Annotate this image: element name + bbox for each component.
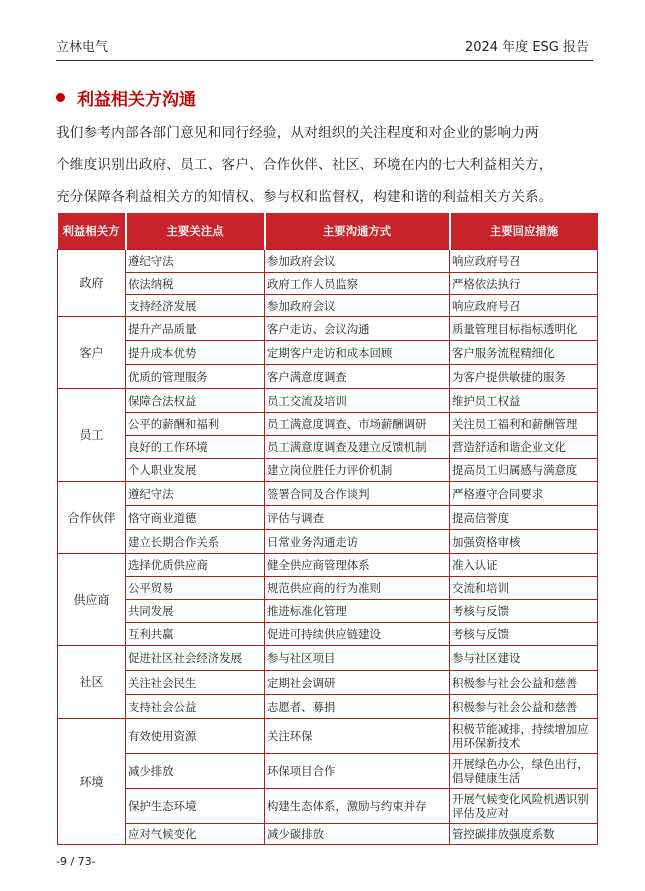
channel-cell: 参加政府会议 [265, 295, 450, 317]
focus-cell: 关注社会民生 [126, 671, 265, 695]
channel-cell: 参与社区项目 [265, 646, 450, 671]
intro-line: 个维度识别出政府、员工、客户、合作伙伴、社区、环境在内的七大利益相关方， [56, 157, 553, 173]
stakeholder-name: 供应商 [58, 554, 126, 646]
focus-cell: 互利共赢 [126, 623, 265, 646]
column-header: 主要关注点 [126, 213, 265, 250]
channel-cell: 员工交流及培训 [265, 389, 450, 413]
bullet-icon [56, 93, 65, 102]
table-row [58, 389, 598, 413]
focus-cell: 减少排放 [126, 754, 265, 789]
channel-cell: 员工满意度调查及建立反馈机制 [265, 436, 450, 459]
response-cell: 响应政府号召 [450, 295, 598, 317]
table-row [58, 413, 598, 436]
stakeholder-name: 社区 [58, 646, 126, 719]
table-row [58, 646, 598, 671]
response-cell: 营造舒适和谐企业文化 [450, 436, 598, 459]
page-number: -9 / 73- [56, 855, 96, 868]
channel-cell: 健全供应商管理体系 [265, 554, 450, 577]
table-row [58, 554, 598, 577]
intro-line: 充分保障各利益相关方的知情权、参与权和监督权，构建和谐的利益相关方关系。 [56, 189, 553, 205]
table-row [58, 824, 598, 845]
focus-cell: 共同发展 [126, 600, 265, 623]
channel-cell: 员工满意度调查、市场薪酬调研 [265, 413, 450, 436]
focus-cell: 应对气候变化 [126, 824, 265, 845]
channel-cell: 评估与调查 [265, 506, 450, 530]
response-cell: 开展绿色办公，绿色出行，倡导健康生活 [450, 754, 598, 789]
response-cell: 加强资格审核 [450, 530, 598, 554]
table-row [58, 365, 598, 389]
channel-cell: 定期客户走访和成本回顾 [265, 341, 450, 365]
stakeholder-name: 环境 [58, 719, 126, 845]
response-cell: 考核与反馈 [450, 600, 598, 623]
focus-cell: 选择优质供应商 [126, 554, 265, 577]
table-row [58, 482, 598, 506]
stakeholder-name: 政府 [58, 250, 126, 317]
focus-cell: 个人职业发展 [126, 459, 265, 482]
channel-cell: 促进可持续供应链建设 [265, 623, 450, 646]
table-header-row [58, 213, 598, 250]
channel-cell: 定期社会调研 [265, 671, 450, 695]
company-name: 立林电气 [56, 40, 109, 55]
focus-cell: 优质的管理服务 [126, 365, 265, 389]
response-cell: 为客户提供敏捷的服务 [450, 365, 598, 389]
stakeholder-table [57, 213, 598, 845]
header-divider [56, 60, 593, 61]
channel-cell: 客户满意度调查 [265, 365, 450, 389]
table-row [58, 530, 598, 554]
focus-cell: 有效使用资源 [126, 719, 265, 754]
response-cell: 严格遵守合同要求 [450, 482, 598, 506]
response-cell: 准入认证 [450, 554, 598, 577]
channel-cell: 客户走访、会议沟通 [265, 317, 450, 341]
channel-cell: 日常业务沟通走访 [265, 530, 450, 554]
focus-cell: 保障合法权益 [126, 389, 265, 413]
response-cell: 关注员工福利和薪酬管理 [450, 413, 598, 436]
channel-cell: 环保项目合作 [265, 754, 450, 789]
focus-cell: 保护生态环境 [126, 789, 265, 824]
focus-cell: 恪守商业道德 [126, 506, 265, 530]
column-header: 主要回应措施 [450, 213, 598, 250]
channel-cell: 志愿者、募捐 [265, 695, 450, 719]
channel-cell: 减少碳排放 [265, 824, 450, 845]
channel-cell: 构建生态体系，激励与约束并存 [265, 789, 450, 824]
stakeholder-name: 员工 [58, 389, 126, 482]
focus-cell: 公平的薪酬和福利 [126, 413, 265, 436]
channel-cell: 参加政府会议 [265, 250, 450, 273]
table-row [58, 600, 598, 623]
report-title: 2024 年度 ESG 报告 [464, 40, 589, 55]
table-row [58, 789, 598, 824]
channel-cell: 规范供应商的行为准则 [265, 577, 450, 600]
response-cell: 参与社区建设 [450, 646, 598, 671]
table-row [58, 250, 598, 273]
response-cell: 交流和培训 [450, 577, 598, 600]
channel-cell: 签署合同及合作谈判 [265, 482, 450, 506]
focus-cell: 遵纪守法 [126, 250, 265, 273]
focus-cell: 公平贸易 [126, 577, 265, 600]
channel-cell: 建立岗位胜任力评价机制 [265, 459, 450, 482]
table-row [58, 273, 598, 295]
channel-cell: 关注环保 [265, 719, 450, 754]
table-row [58, 695, 598, 719]
table-row [58, 623, 598, 646]
response-cell: 提高员工归属感与满意度 [450, 459, 598, 482]
response-cell: 管控碳排放强度系数 [450, 824, 598, 845]
response-cell: 严格依法执行 [450, 273, 598, 295]
channel-cell: 推进标准化管理 [265, 600, 450, 623]
response-cell: 积极参与社会公益和慈善 [450, 695, 598, 719]
table-row [58, 459, 598, 482]
response-cell: 提高信誉度 [450, 506, 598, 530]
focus-cell: 建立长期合作关系 [126, 530, 265, 554]
response-cell: 积极参与社会公益和慈善 [450, 671, 598, 695]
response-cell: 维护员工权益 [450, 389, 598, 413]
stakeholder-name: 合作伙伴 [58, 482, 126, 554]
table-row [58, 317, 598, 341]
focus-cell: 提升成本优势 [126, 341, 265, 365]
stakeholder-name: 客户 [58, 317, 126, 389]
focus-cell: 提升产品质量 [126, 317, 265, 341]
response-cell: 积极节能减排，持续增加应用环保新技术 [450, 719, 598, 754]
column-header: 主要沟通方式 [265, 213, 450, 250]
table-row [58, 754, 598, 789]
section-title: 利益相关方沟通 [77, 90, 196, 110]
table-body [58, 250, 598, 845]
focus-cell: 促进社区社会经济发展 [126, 646, 265, 671]
column-header: 利益相关方 [58, 213, 126, 250]
focus-cell: 良好的工作环境 [126, 436, 265, 459]
focus-cell: 支持经济发展 [126, 295, 265, 317]
table-row [58, 506, 598, 530]
section-heading [56, 85, 196, 110]
response-cell: 考核与反馈 [450, 623, 598, 646]
focus-cell: 遵纪守法 [126, 482, 265, 506]
table-row [58, 577, 598, 600]
channel-cell: 政府工作人员监察 [265, 273, 450, 295]
response-cell: 响应政府号召 [450, 250, 598, 273]
response-cell: 质量管理目标指标透明化 [450, 317, 598, 341]
intro-line: 我们参考内部各部门意见和同行经验，从对组织的关注程度和对企业的影响力两 [56, 125, 539, 141]
focus-cell: 支持社会公益 [126, 695, 265, 719]
response-cell: 客户服务流程精细化 [450, 341, 598, 365]
table-row [58, 341, 598, 365]
table-row [58, 436, 598, 459]
table-row [58, 719, 598, 754]
intro-paragraph [56, 117, 604, 213]
focus-cell: 依法纳税 [126, 273, 265, 295]
table-row [58, 295, 598, 317]
table-row [58, 671, 598, 695]
response-cell: 开展气候变化风险机遇识别评估及应对 [450, 789, 598, 824]
